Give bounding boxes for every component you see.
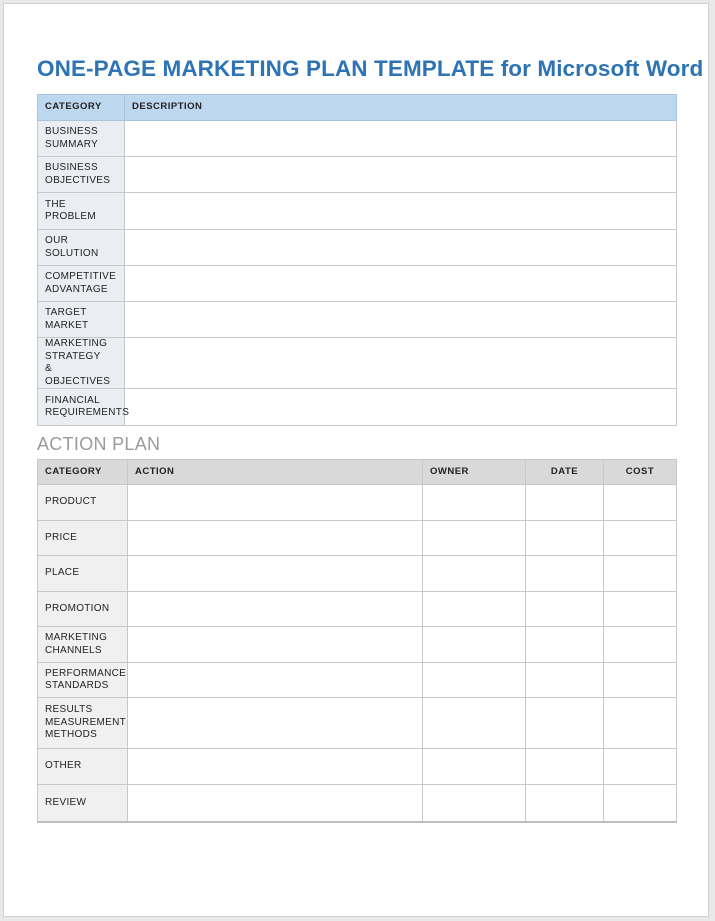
action-cell[interactable] — [128, 627, 423, 663]
description-cell[interactable] — [125, 230, 677, 266]
table-row — [38, 338, 677, 389]
owner-cell[interactable] — [423, 663, 526, 698]
date-cell[interactable] — [526, 785, 604, 822]
category-cell: BUSINESS OBJECTIVES — [38, 157, 125, 193]
category-cell: OUR SOLUTION — [38, 230, 125, 266]
table-row — [38, 302, 677, 338]
table-row — [38, 389, 677, 426]
description-header: DESCRIPTION — [125, 95, 677, 121]
date-cell[interactable] — [526, 698, 604, 749]
category-cell: PERFORMANCE STANDARDS — [38, 663, 128, 698]
category-cell: PROMOTION — [38, 592, 128, 627]
table-row — [38, 698, 677, 749]
cost-cell[interactable] — [604, 521, 677, 556]
description-cell[interactable] — [125, 193, 677, 230]
table-row — [38, 749, 677, 785]
table-row — [38, 556, 677, 592]
table-row — [38, 121, 677, 157]
description-cell[interactable] — [125, 389, 677, 426]
action-cell[interactable] — [128, 698, 423, 749]
action-header: ACTION — [128, 460, 423, 485]
document-page — [3, 3, 709, 917]
action-plan-table — [37, 459, 677, 823]
date-header: DATE — [526, 460, 604, 485]
cost-cell[interactable] — [604, 485, 677, 521]
description-cell[interactable] — [125, 302, 677, 338]
table-row — [38, 157, 677, 193]
category-cell: MARKETING STRATEGY & OBJECTIVES — [38, 338, 125, 389]
category-cell: RESULTS MEASUREMENT METHODS — [38, 698, 128, 749]
date-cell[interactable] — [526, 556, 604, 592]
date-cell[interactable] — [526, 627, 604, 663]
category-cell: PLACE — [38, 556, 128, 592]
marketing-plan-table — [37, 94, 677, 426]
category-cell: COMPETITIVE ADVANTAGE — [38, 266, 125, 302]
action-cell[interactable] — [128, 785, 423, 822]
category-cell: OTHER — [38, 749, 128, 785]
table-row — [38, 785, 677, 822]
table-header-row — [38, 460, 677, 485]
cost-cell[interactable] — [604, 749, 677, 785]
table-row — [38, 193, 677, 230]
owner-cell[interactable] — [423, 556, 526, 592]
owner-cell[interactable] — [423, 592, 526, 627]
table-row — [38, 485, 677, 521]
date-cell[interactable] — [526, 521, 604, 556]
cost-cell[interactable] — [604, 785, 677, 822]
action-cell[interactable] — [128, 592, 423, 627]
table-row — [38, 521, 677, 556]
owner-cell[interactable] — [423, 485, 526, 521]
date-cell[interactable] — [526, 749, 604, 785]
date-cell[interactable] — [526, 485, 604, 521]
description-cell[interactable] — [125, 121, 677, 157]
owner-cell[interactable] — [423, 749, 526, 785]
date-cell[interactable] — [526, 592, 604, 627]
description-cell[interactable] — [125, 338, 677, 389]
category-cell: REVIEW — [38, 785, 128, 822]
table-row — [38, 663, 677, 698]
category-cell: TARGET MARKET — [38, 302, 125, 338]
owner-cell[interactable] — [423, 521, 526, 556]
cost-header: COST — [604, 460, 677, 485]
category-cell: BUSINESS SUMMARY — [38, 121, 125, 157]
cost-cell[interactable] — [604, 663, 677, 698]
category-header: CATEGORY — [38, 95, 125, 121]
category-cell: PRICE — [38, 521, 128, 556]
category-cell: MARKETING CHANNELS — [38, 627, 128, 663]
category-cell: PRODUCT — [38, 485, 128, 521]
table-header-row — [38, 95, 677, 121]
cost-cell[interactable] — [604, 698, 677, 749]
cost-cell[interactable] — [604, 556, 677, 592]
owner-cell[interactable] — [423, 785, 526, 822]
cost-cell[interactable] — [604, 592, 677, 627]
action-cell[interactable] — [128, 556, 423, 592]
table-row — [38, 266, 677, 302]
owner-cell[interactable] — [423, 627, 526, 663]
action-cell[interactable] — [128, 521, 423, 556]
action-cell[interactable] — [128, 663, 423, 698]
owner-header: OWNER — [423, 460, 526, 485]
table-row — [38, 230, 677, 266]
category-cell: THE PROBLEM — [38, 193, 125, 230]
category-cell: FINANCIAL REQUIREMENTS — [38, 389, 125, 426]
description-cell[interactable] — [125, 266, 677, 302]
table-row — [38, 627, 677, 663]
date-cell[interactable] — [526, 663, 604, 698]
table-row — [38, 592, 677, 627]
action-cell[interactable] — [128, 485, 423, 521]
description-cell[interactable] — [125, 157, 677, 193]
owner-cell[interactable] — [423, 698, 526, 749]
page-title: ONE-PAGE MARKETING PLAN TEMPLATE for Microsoft Word — [37, 56, 704, 81]
action-plan-heading: ACTION PLAN — [37, 434, 161, 454]
action-cell[interactable] — [128, 749, 423, 785]
cost-cell[interactable] — [604, 627, 677, 663]
category-header: CATEGORY — [38, 460, 128, 485]
